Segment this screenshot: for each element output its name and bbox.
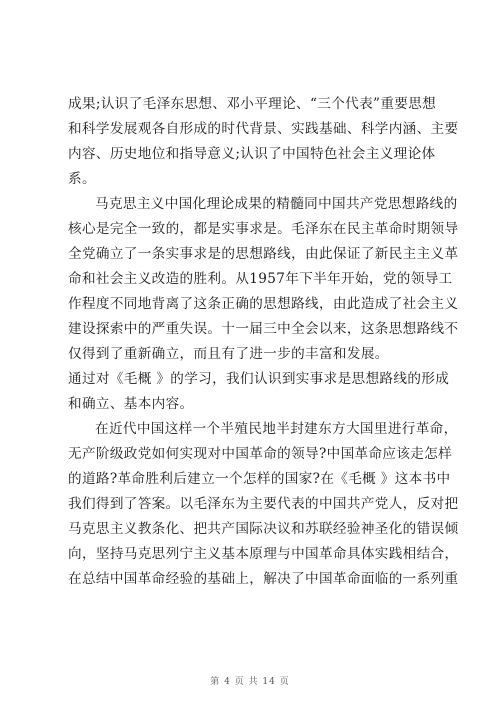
text-line: 和科学发展观各自形成的时代背景、实践基础、科学内涵、主要	[68, 121, 459, 137]
text-line: 核心是完全一致的，都是实事求是。毛泽东在民主革命时期领导	[68, 221, 459, 237]
text-line: 马克思主义中国化理论成果的精髓同中国共产党思想路线的	[95, 196, 458, 212]
text-line: 作程度不同地背离了这条正确的思想路线，由此造成了社会主义	[68, 296, 459, 312]
text-line: 无产阶级政党如何实现对中国革命的领导?中国革命应该走怎样	[68, 446, 453, 462]
text-line: 内容、历史地位和指导意义;认识了中国特色社会主义理论体	[68, 146, 436, 162]
text-line: 在总结中国革命经验的基础上，解决了中国革命面临的一系列重	[68, 571, 459, 587]
text-line: 全党确立了一条实事求是的思想路线，由此保证了新民主主义革	[68, 246, 459, 262]
text-line: 的道路?革命胜利后建立一个怎样的国家?在《毛概 》这本书中	[68, 471, 451, 487]
text-line: 我们得到了答案。以毛泽东为主要代表的中国共产党人，反对把	[68, 496, 459, 512]
text-line: 通过对《毛概 》的学习，我们认识到实事求是思想路线的形成	[68, 371, 450, 387]
text-line: 马克思主义教条化、把共产国际决议和苏联经验神圣化的错误倾	[68, 521, 459, 537]
text-line: 成果;认识了毛泽东思想、邓小平理论、“三个代表”重要思想	[68, 96, 437, 112]
text-line: 仅得到了重新确立，而且有了进一步的丰富和发展。	[68, 346, 389, 362]
text-line: 系。	[68, 171, 96, 187]
text-line: 命和社会主义改造的胜利。从1957年下半年开始，党的领导工	[68, 271, 453, 287]
page-number-footer: 第 4 页 共 14 页	[210, 677, 290, 687]
text-line: 建设探索中的严重失误。十一届三中全会以来，这条思想路线不	[68, 321, 459, 337]
text-line: 和确立、基本内容。	[68, 396, 194, 412]
text-line: 向，坚持马克思列宁主义基本原理与中国革命具体实践相结合，	[68, 546, 459, 562]
document-body	[68, 92, 459, 592]
text-line: 在近代中国这样一个半殖民地半封建东方大国里进行革命，	[95, 421, 458, 437]
